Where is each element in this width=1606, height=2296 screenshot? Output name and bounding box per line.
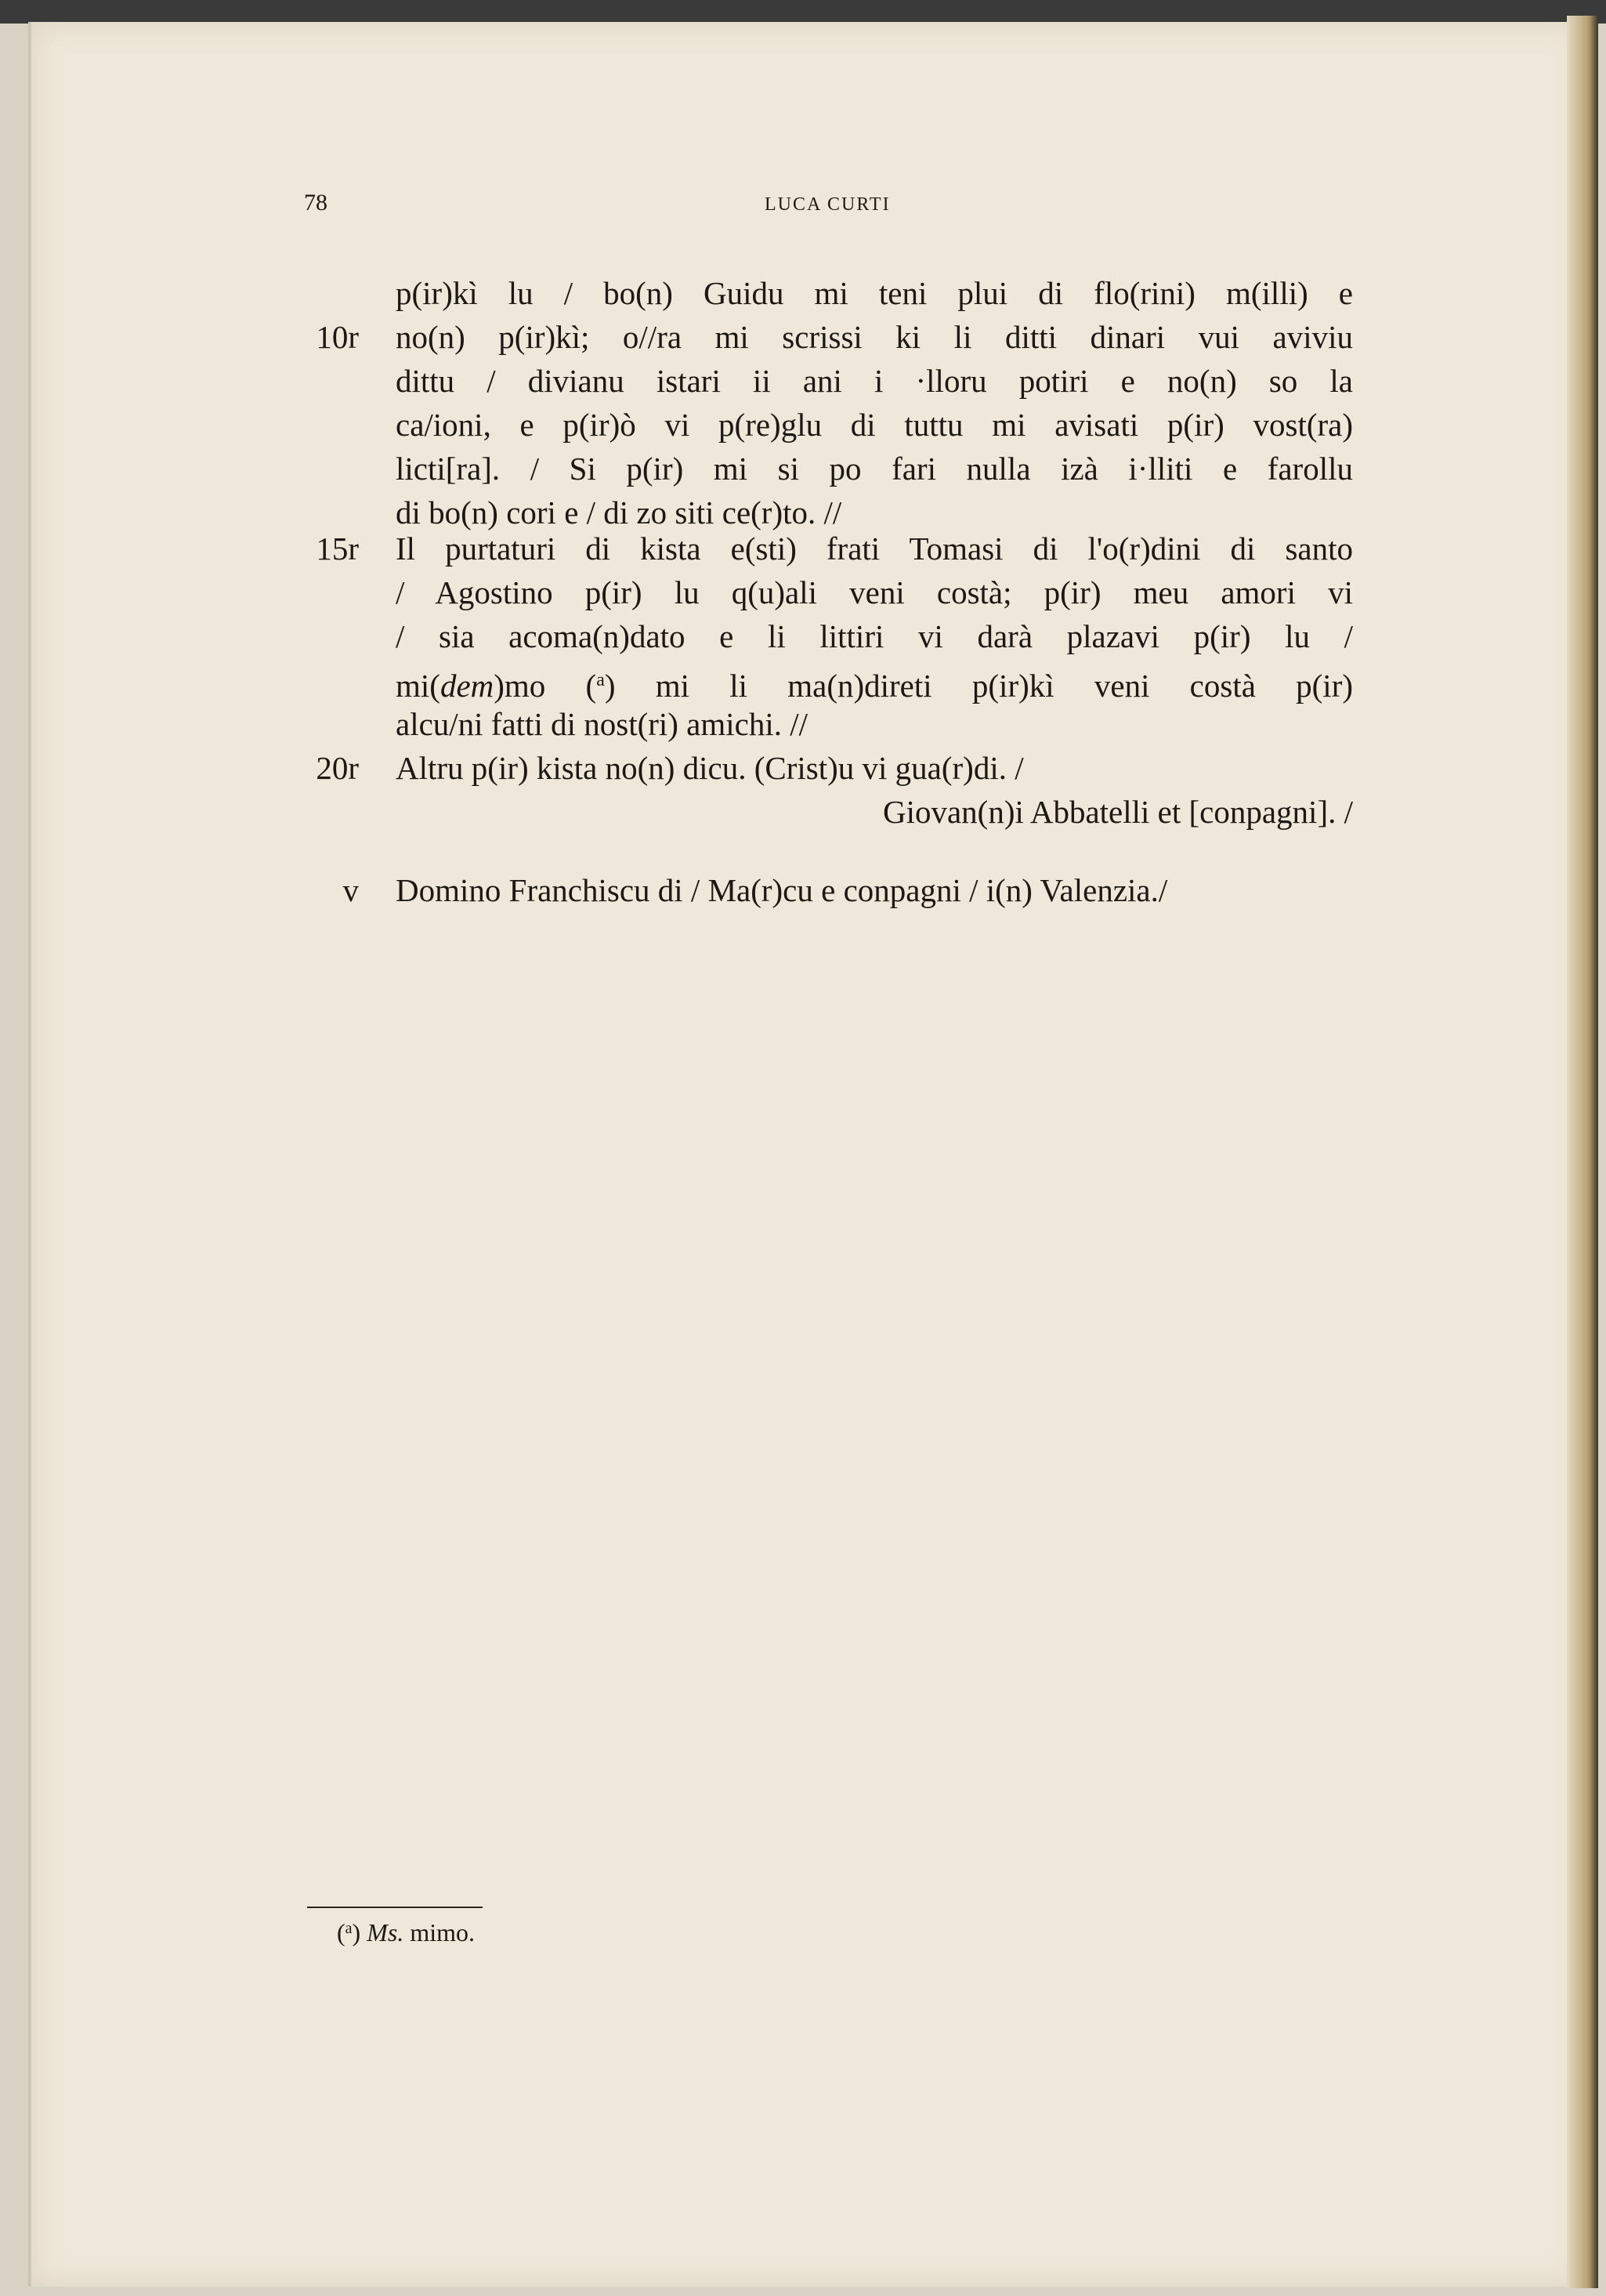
footnote-reference[interactable]: a [596,670,605,690]
italic-emendation: dem [439,668,494,704]
text-line: no(n) p(ir)kì; o//ra mi scrissi ki li ditti dinari vui aviviu [396,319,1353,355]
scan-top-border [0,0,1606,24]
text-line: dittu / divianu istari ii ani i ·lloru potiri e no(n) so la [396,363,1353,399]
margin-number-verso: v [342,872,359,908]
page-number: 78 [304,190,327,215]
footnote-rule [307,1907,483,1908]
text-line-with-note: mi(dem)mo ($^a$) mi li ma(n)direti p(ir)kì veni costà p(ir) [396,668,1354,704]
text-line: Altru p(ir) kista no(n) dicu. (Crist)u vi gua(r)di. / [396,750,1024,786]
margin-number-20r: 20r [316,750,359,786]
text-line: ca/ioni, e p(ir)ò vi p(re)glu di tuttu mi avisati p(ir) vost(ra) [396,407,1353,443]
footnote-marker: a [345,1920,353,1937]
running-head: LUCA CURTI [765,194,891,215]
text-line: / sia acoma(n)dato e li littiri vi darà plazavi p(ir) lu / [396,618,1353,654]
text-line: alcu/ni fatti di nost(ri) amichi. // [396,706,808,742]
text-line: Il purtaturi di kista e(sti) frati Tomasi di l'o(r)dini di santo [396,531,1353,567]
margin-number-10r: 10r [316,319,359,355]
text-line: di bo(n) cori e / di zo siti ce(r)to. // [396,494,842,531]
footnote-label: Ms. [367,1918,404,1947]
margin-number-15r: 15r [316,531,359,567]
signature-line: Giovan(n)i Abbatelli et [conpagni]. / [882,794,1353,830]
text-line: / Agostino p(ir) lu q(u)ali veni costà; p(ir) meu amori vi [396,574,1353,610]
footnote-text: mimo. [410,1918,475,1947]
address-line: Domino Franchiscu di / Ma(r)cu e conpagni / i(n) Valenzia./ [396,872,1168,908]
text-line: p(ir)kì lu / bo(n) Guidu mi teni plui di flo(rini) m(illi) e [396,275,1353,311]
footnote: ($^a$) Ms. mimo. [337,1918,475,1947]
text-line: licti[ra]. / Si p(ir) mi si po fari nulla izà i·lliti e farollu [396,451,1353,487]
page-edge-right [1567,16,1598,2288]
